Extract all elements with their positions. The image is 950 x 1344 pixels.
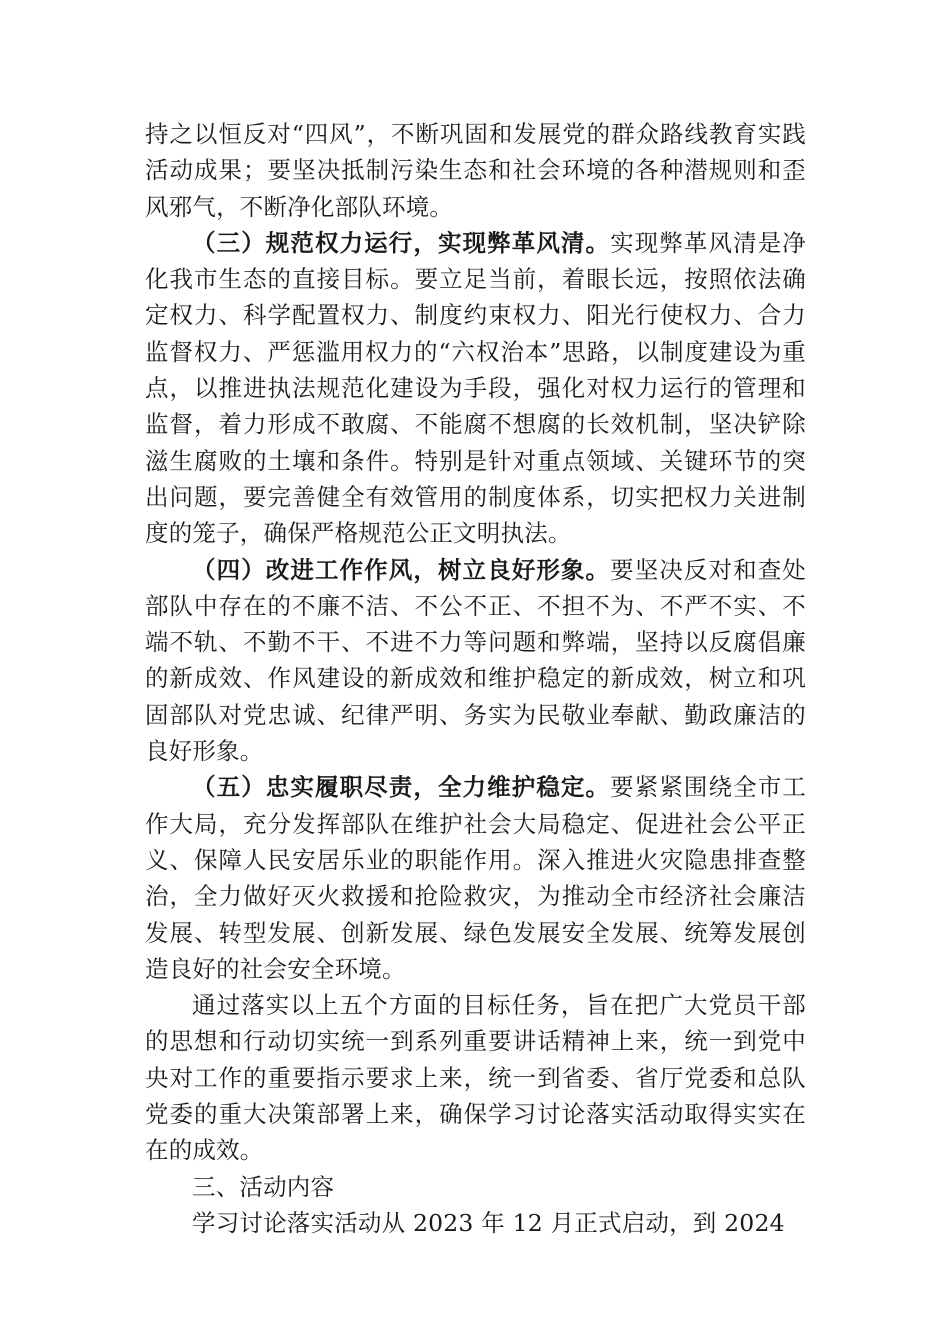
paragraph-heading: （五）忠实履职尽责，全力维护稳定。: [192, 773, 611, 802]
paragraph-text: 要坚决反对和查处部队中存在的不廉不洁、不公不正、不担不为、不严不实、不端不轨、不勤不干、不进不力等问题和弊端，坚持以反腐倡廉的新成效、作风建设的新成效和维护稳定的新成效，树立和巩固部队对党忠诚、纪律严明、务实为民敬业奉献、勤政廉洁的良好形象。: [145, 555, 806, 766]
document-body: [145, 116, 806, 1241]
paragraph-heading: （四）改进工作作风，树立良好形象。: [192, 555, 611, 584]
paragraph-text: 通过落实以上五个方面的目标任务，旨在把广大党员干部的思想和行动切实统一到系列重要讲话精神上来，统一到党中央对工作的重要指示要求上来，统一到省委、省厅党委和总队党委的重大决策部署上来，确保学习讨论落实活动取得实实在在的成效。: [145, 991, 806, 1165]
paragraph-text: 要紧紧围绕全市工作大局，充分发挥部队在维护社会大局稳定、促进社会公平正义、保障人民安居乐业的职能作用。深入推进火灾隐患排查整治，全力做好灭火救援和抢险救灾，为推动全市经济社会廉洁发展、转型发展、创新发展、绿色发展安全发展、统筹发展创造良好的社会安全环境。: [145, 773, 806, 983]
paragraph-summary: [145, 987, 806, 1168]
paragraph-activity-start: [145, 1205, 806, 1241]
paragraph-regulate-power: [145, 225, 806, 552]
paragraph-continuation: [145, 116, 806, 225]
paragraph-text: 持之以恒反对“四风”，不断巩固和发展党的群众路线教育实践活动成果；要坚决抵制污染生态和社会环境的各种潜规则和歪风邪气，不断净化部队环境。: [145, 120, 806, 221]
paragraph-fulfill-duty: [145, 769, 806, 987]
paragraph-improve-style: [145, 552, 806, 770]
paragraph-text: 学习讨论落实活动从 2023 年 12 月正式启动，到 2024: [192, 1208, 785, 1237]
paragraph-heading: （三）规范权力运行，实现弊革风清。: [192, 228, 611, 257]
paragraph-text: 实现弊革风清是净化我市生态的直接目标。要立足当前，着眼长远，按照依法确定权力、科学配置权力、制度约束权力、阳光行使权力、合力监督权力、严惩滥用权力的“六权治本”思路，以制度建设为重点，以推进执法规范化建设为手段，强化对权力运行的管理和监督，着力形成不敢腐、不能腐不想腐的长效机制，坚决铲除滋生腐败的土壤和条件。特别是针对重点领域、关键环节的突出问题，要完善健全有效管用的制度体系，切实把权力关进制度的笼子，确保严格规范公正文明执法。: [145, 228, 806, 548]
section-title: 三、活动内容: [192, 1172, 335, 1201]
